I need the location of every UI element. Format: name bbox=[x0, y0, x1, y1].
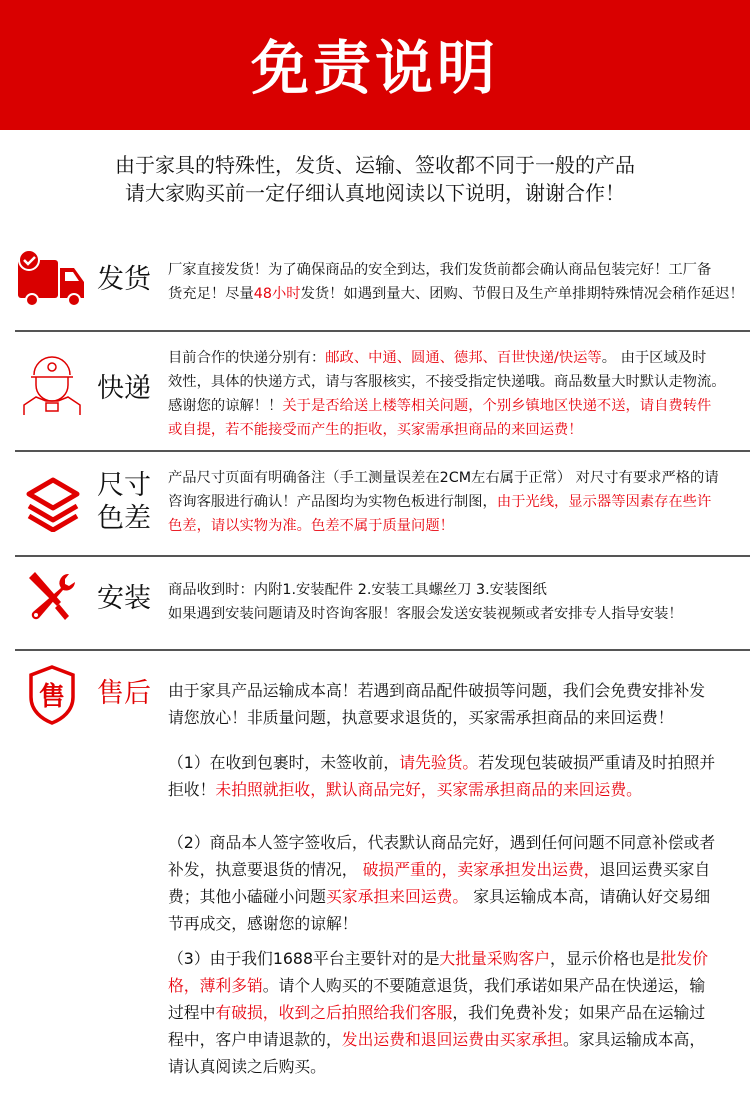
body-text: 退回运费买家自 bbox=[599, 860, 711, 879]
highlight-text: 格，薄利多销 bbox=[168, 976, 263, 995]
section-label-installation: 安装 bbox=[97, 583, 151, 614]
body-text: 过程中 bbox=[168, 1003, 216, 1022]
highlight-text: 大批量采购客户 bbox=[439, 949, 551, 968]
body-text: ，显示价格也是 bbox=[550, 949, 661, 968]
body-text: 效性，具体的快递方式，请与客服核实，不接受指定快递哦。商品数量大时默认走物流。 bbox=[168, 374, 726, 390]
section-label-after-sales: 售后 bbox=[97, 678, 151, 709]
body-text: 由于家具产品运输成本高！若遇到商品配件破损等问题，我们会免费安排补发 bbox=[168, 681, 706, 700]
body-text: 节再成交，感谢您的谅解！ bbox=[168, 914, 358, 933]
body-text: 若发现包装破损严重请及时拍照并 bbox=[478, 753, 716, 772]
text-line bbox=[168, 910, 715, 937]
body-text: 产品尺寸页面有明确备注（手工测量误差在2CM左右属于正常） 对尺寸有要求严格的请 bbox=[168, 470, 719, 486]
text-line bbox=[168, 999, 708, 1026]
highlight-text: 由于光线，显示器等因素存在些许 bbox=[496, 494, 712, 510]
layers-icon bbox=[25, 476, 81, 532]
text-line bbox=[168, 370, 726, 394]
text-line bbox=[168, 776, 715, 803]
body-text: 请您放心！非质量问题，执意要求退货的，买家需承担商品的来回运费！ bbox=[168, 708, 674, 727]
text-line bbox=[168, 972, 708, 999]
text-line bbox=[168, 282, 744, 306]
body-text: 补发，执意要退货的情况， bbox=[168, 860, 363, 879]
after-sales-shield-icon bbox=[28, 665, 76, 725]
highlight-text: 买家承担来回运费。 bbox=[325, 887, 469, 906]
text-line bbox=[168, 578, 683, 602]
text-block-courier bbox=[168, 346, 726, 442]
body-text: 货充足！尽量 bbox=[168, 286, 254, 302]
body-text: ，我们免费补发；如果产品在运输过 bbox=[452, 1003, 706, 1022]
delivery-truck-check-icon bbox=[15, 250, 87, 308]
highlight-text: 48小时 bbox=[253, 286, 301, 302]
intro-line: 由于家具的特殊性，发货、运输、签收都不同于一般的产品 bbox=[115, 153, 635, 177]
highlight-text: 有破损，收到之后拍照给我们客服 bbox=[215, 1003, 453, 1022]
section-label-color: 色差 bbox=[97, 503, 151, 534]
text-block-after-sales bbox=[168, 945, 708, 1080]
text-line bbox=[168, 1026, 708, 1053]
divider bbox=[15, 649, 750, 651]
highlight-text: 邮政、中通、圆通、德邦、百世快递/快运等 bbox=[325, 350, 602, 366]
text-line bbox=[168, 945, 708, 972]
body-text: 商品收到时：内附1.安装配件 2.安装工具螺丝刀 3.安装图纸 bbox=[168, 582, 547, 598]
text-line bbox=[168, 466, 719, 490]
body-text: 。家具运输成本高， bbox=[562, 1030, 706, 1049]
text-line bbox=[168, 1053, 708, 1080]
divider bbox=[15, 555, 750, 557]
intro-line: 请大家购买前一定仔细认真地阅读以下说明，谢谢合作！ bbox=[125, 181, 625, 205]
text-block-size-color bbox=[168, 466, 719, 538]
highlight-text: 关于是否给送上楼等相关问题，个别乡镇地区快递不送，请自费转件 bbox=[282, 398, 712, 414]
body-text: 拒收！ bbox=[168, 780, 216, 799]
body-text: 。 由于区域及时 bbox=[601, 350, 707, 366]
header-banner bbox=[0, 0, 750, 130]
text-block-after-sales bbox=[168, 749, 715, 803]
text-line bbox=[168, 704, 705, 731]
page-title: 免责说明 bbox=[250, 34, 499, 102]
text-line bbox=[168, 602, 683, 626]
courier-person-icon bbox=[22, 355, 82, 415]
highlight-text: 破损严重的，卖家承担发出运费， bbox=[362, 860, 600, 879]
text-block-after-sales bbox=[168, 829, 715, 937]
body-text: 家具运输成本高，请确认好交易细 bbox=[468, 887, 711, 906]
body-text: （3）由于我们1688平台主要针对的是 bbox=[168, 949, 440, 968]
text-line bbox=[168, 346, 726, 370]
body-text: 感谢您的谅解！！ bbox=[168, 398, 283, 414]
text-line bbox=[168, 677, 705, 704]
body-text: （2）商品本人签字签收后，代表默认商品完好，遇到任何问题不同意补偿或者 bbox=[168, 833, 716, 852]
text-line bbox=[168, 829, 715, 856]
text-line bbox=[168, 258, 744, 282]
body-text: 咨询客服进行确认！产品图均为实物色板进行制图， bbox=[168, 494, 497, 510]
section-label-courier: 快递 bbox=[97, 373, 151, 404]
section-label-size: 尺寸 bbox=[97, 470, 151, 501]
body-text: 。请个人购买的不要随意退货，我们承诺如果产品在快递运，输 bbox=[262, 976, 706, 995]
divider bbox=[15, 330, 750, 332]
highlight-text: 批发价 bbox=[660, 949, 709, 968]
divider bbox=[15, 450, 750, 452]
text-block-after-sales bbox=[168, 677, 705, 731]
text-block-installation bbox=[168, 578, 683, 626]
text-block-shipping bbox=[168, 258, 744, 306]
highlight-text: 色差，请以实物为准。色差不属于质量问题！ bbox=[168, 518, 454, 534]
text-line bbox=[168, 883, 715, 910]
body-text: 程中，客户申请退款的， bbox=[168, 1030, 342, 1049]
text-line bbox=[168, 418, 726, 442]
body-text: 目前合作的快递分别有： bbox=[168, 350, 326, 366]
highlight-text: 未拍照就拒收，默认商品完好，买家需承担商品的来回运费。 bbox=[215, 780, 642, 799]
text-line bbox=[168, 749, 715, 776]
text-line bbox=[168, 394, 726, 418]
highlight-text: 发出运费和退回运费由买家承担 bbox=[341, 1030, 563, 1049]
body-text: 发货！如遇到量大、团购、节假日及生产单排期特殊情况会稍作延迟！ bbox=[300, 286, 744, 302]
wrench-screwdriver-icon bbox=[25, 570, 77, 622]
body-text: 请认真阅读之后购买。 bbox=[168, 1057, 326, 1076]
highlight-text: 请先验货。 bbox=[399, 753, 479, 772]
body-text: 费；其他小磕碰小问题 bbox=[168, 887, 326, 906]
svg-text:售: 售 bbox=[38, 682, 66, 712]
section-label-shipping: 发货 bbox=[97, 264, 151, 295]
text-line bbox=[168, 856, 715, 883]
highlight-text: 或自提，若不能接受而产生的拒收，买家需承担商品的来回运费！ bbox=[168, 422, 583, 438]
text-line bbox=[168, 514, 719, 538]
text-line bbox=[168, 490, 719, 514]
body-text: 厂家直接发货！为了确保商品的安全到达，我们发货前都会确认商品包装完好！工厂备 bbox=[168, 262, 712, 278]
body-text: （1）在收到包裹时，未签收前， bbox=[168, 753, 400, 772]
body-text: 如果遇到安装问题请及时咨询客服！客服会发送安装视频或者安排专人指导安装！ bbox=[168, 606, 683, 622]
